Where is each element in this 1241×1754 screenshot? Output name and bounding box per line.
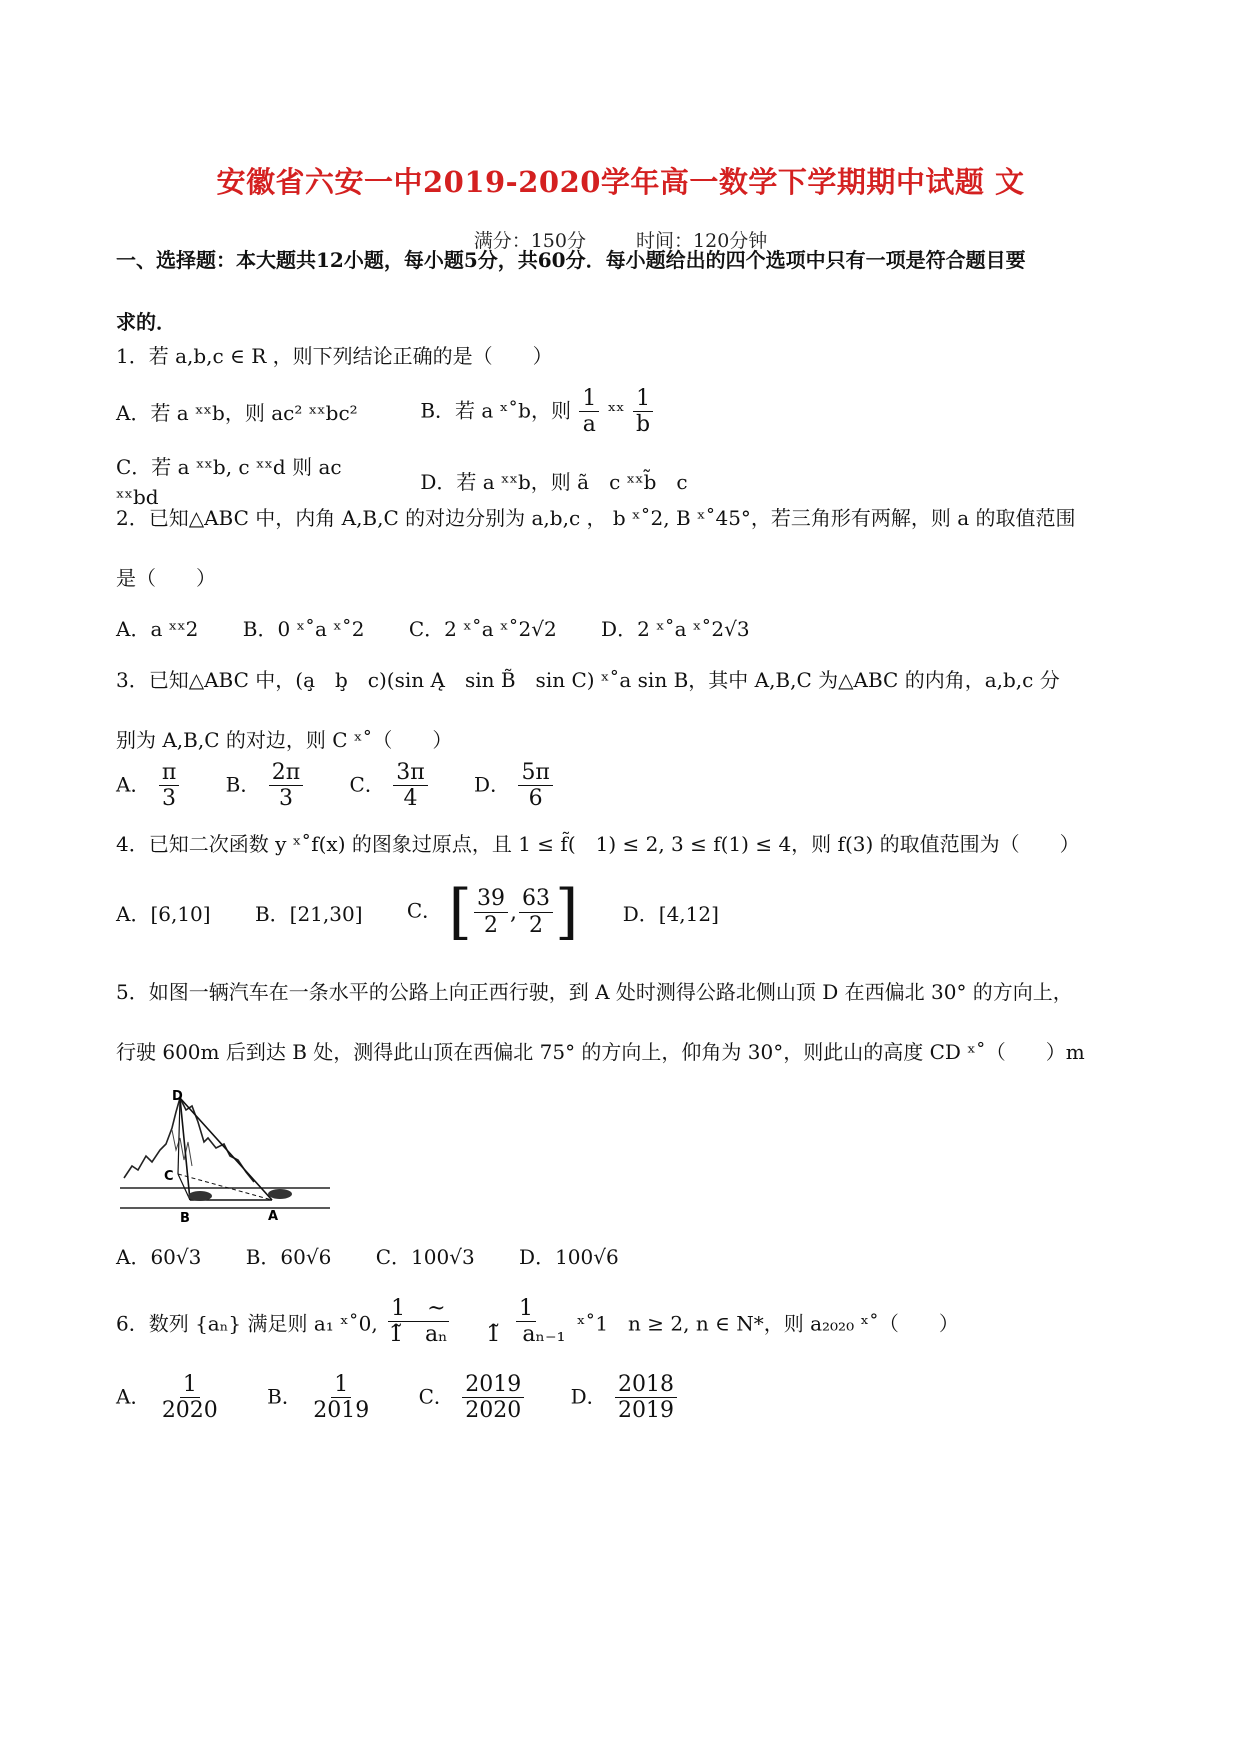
fraction-numerator: 5π <box>518 760 552 786</box>
fraction <box>474 886 508 938</box>
option-label: C． <box>349 772 385 797</box>
fraction <box>159 1372 221 1424</box>
fraction-numerator: 63 <box>519 886 553 912</box>
right-bracket: ] <box>554 877 579 947</box>
question-2-option-a: A．a ˣˣ2 <box>116 616 199 641</box>
fraction-denominator: b <box>636 412 651 438</box>
option-label: A． <box>116 1384 151 1409</box>
option-label: C． <box>418 1384 454 1409</box>
question-1-option-a: A．若 a ˣˣb，则 ac² ˣˣbc² <box>116 401 358 426</box>
fraction-numerator: 1 <box>516 1296 536 1322</box>
time-info: 时间：120分钟 <box>636 230 768 252</box>
question-3-option-d <box>474 760 555 812</box>
question-4-stem: 4．已知二次函数 y ˣ˚f(x) 的图象过原点，且 1 ≤ f̃( 1) ≤ 2, 3 ≤ f(1) ≤ 4，则 f(3) 的取值范围为（ ） <box>116 832 1080 856</box>
fraction-denominator: 3 <box>278 786 293 812</box>
mountain-figure <box>120 1090 330 1230</box>
fraction-denominator: 2020 <box>465 1398 522 1424</box>
question-3-stem-line1: 3．已知△ABC 中，(a̧ b̧ c)(sin Ą sin B̃ sin C) ˣ˚a sin B，其中 A,B,C 为△ABC 的内角，a,b,c 分 <box>116 668 1060 692</box>
fraction <box>483 1296 568 1348</box>
question-6-stem-post: ˣ˚1 n ≥ 2, n ∈ N*，则 a₂₀₂₀ ˣ˚（ ） <box>576 1311 959 1336</box>
question-3-option-a <box>116 760 181 812</box>
fraction-numerator: 1 <box>579 386 599 412</box>
fraction-numerator: 2018 <box>615 1372 677 1398</box>
fraction-denominator: a <box>582 412 596 438</box>
option-label: A． <box>116 772 151 797</box>
question-6-option-c <box>419 1372 527 1424</box>
question-4-option-a: A．[6,10] <box>116 901 211 926</box>
fraction <box>579 386 599 438</box>
question-4-option-b: B．[21,30] <box>254 901 363 926</box>
question-1-option-b-text: B．若 a ˣ˚b，则 <box>420 398 571 423</box>
figure-label-b: B <box>180 1211 190 1226</box>
question-3-stem-line2: 别为 A,B,C 的对边，则 C ˣ˚（ ） <box>116 728 453 752</box>
fraction-numerator: 1 <box>633 386 653 412</box>
question-1-stem: 1．若 a,b,c ∈ R ，则下列结论正确的是（ ） <box>116 344 553 368</box>
fraction-numerator: 3π <box>393 760 427 786</box>
fraction-denominator: 2019 <box>313 1398 370 1424</box>
question-4-options <box>116 877 1126 947</box>
page-title: 安徽省六安一中2019-2020学年高一数学下学期期中试题 文 <box>216 165 1025 199</box>
question-6-option-d <box>571 1372 679 1424</box>
score-info: 满分：150分 <box>473 230 586 252</box>
fraction-numerator: 2π <box>269 760 303 786</box>
relation-symbol: ˣˣ <box>607 398 625 423</box>
question-6-option-a <box>116 1372 223 1424</box>
question-5-stem-line2: 行驶 600m 后到达 B 处，测得此山顶在西偏北 75° 的方向上，仰角为 30°，则此山的高度 CD ˣ˚（ ）m <box>116 1040 1085 1064</box>
question-3-option-b <box>226 760 306 812</box>
fraction <box>615 1372 677 1424</box>
fraction <box>310 1372 372 1424</box>
question-1-option-c: C．若 a ˣˣb, c ˣˣd 则 ac ˣˣbd <box>116 455 342 509</box>
question-5-option-a: A．60√3 <box>116 1244 202 1269</box>
question-3-stem <box>116 650 1126 770</box>
question-5-option-c: C．100√3 <box>375 1244 475 1269</box>
question-5-stem-line1: 5．如图一辆汽车在一条水平的公路上向正西行驶，到 A 处时测得公路北侧山顶 D 在西偏北 30° 的方向上， <box>116 980 1073 1004</box>
question-6-options <box>116 1372 1126 1424</box>
fraction-numerator: 1 <box>331 1372 351 1398</box>
option-label: D． <box>570 1384 607 1409</box>
question-5-options <box>116 1240 1126 1272</box>
option-label: B． <box>267 1384 302 1409</box>
question-2-stem <box>116 488 1126 608</box>
section-heading-line1: 一、选择题：本大题共12小题，每小题5分，共60分．每小题给出的四个选项中只有一项是符合题目要 <box>116 248 1026 272</box>
fraction-denominator: 2 <box>483 912 498 938</box>
fraction-numerator: 2019 <box>462 1372 524 1398</box>
question-1-options-row1 <box>116 386 1126 438</box>
fraction-denominator: 6 <box>528 786 543 812</box>
left-bracket: [ <box>448 877 472 947</box>
fraction-denominator: 1̃ aₙ <box>389 1322 448 1348</box>
figure-label-d: D <box>172 1090 183 1104</box>
section-heading-line2: 求的． <box>116 310 176 334</box>
fraction-numerator: 1 ~ <box>388 1296 448 1322</box>
question-4-option-d: D．[4,12] <box>622 901 719 926</box>
question-1-option-d: D．若 a ˣˣb，则 ã c ˣˣb̃ c <box>420 470 688 494</box>
figure-label-c: C <box>164 1169 174 1184</box>
figure-label-a: A <box>268 1209 279 1224</box>
fraction-numerator: π <box>159 760 179 786</box>
fraction <box>159 760 179 812</box>
fraction-numerator: 39 <box>474 886 508 912</box>
fraction-denominator: 2 <box>528 912 543 938</box>
question-5-option-b: B．60√6 <box>245 1244 332 1269</box>
question-5-stem <box>116 962 1126 1082</box>
question-6-option-b <box>267 1372 374 1424</box>
question-2-option-c: C．2 ˣ˚a ˣ˚2√2 <box>408 616 557 641</box>
question-3-option-c <box>350 760 430 812</box>
question-2-stem-line1: 2．已知△ABC 中，内角 A,B,C 的对边分别为 a,b,c ， b ˣ˚2, B ˣ˚45°，若三角形有两解，则 a 的取值范围 <box>116 506 1076 530</box>
fraction-denominator: 4 <box>403 786 418 812</box>
question-2-option-b: B．0 ˣ˚a ˣ˚2 <box>242 616 365 641</box>
option-label: C． <box>406 898 443 923</box>
fraction-denominator: 2019 <box>618 1398 675 1424</box>
fraction <box>393 760 427 812</box>
question-6-stem <box>116 1296 1126 1348</box>
question-1-option-b <box>420 386 655 438</box>
fraction <box>462 1372 524 1424</box>
fraction-denominator: 3 <box>162 786 177 812</box>
fraction <box>518 760 552 812</box>
question-6-stem-pre: 6．数列 {aₙ} 满足则 a₁ ˣ˚0, <box>116 1311 378 1336</box>
question-2-option-d: D．2 ˣ˚a ˣ˚2√3 <box>601 616 750 641</box>
fraction <box>519 886 553 938</box>
question-3-options <box>116 760 1126 812</box>
question-2-options <box>116 612 1126 644</box>
interval-bracket <box>448 877 579 947</box>
fraction <box>386 1296 451 1348</box>
question-4-option-c <box>406 877 579 947</box>
fraction-numerator: 1 <box>180 1372 200 1398</box>
fraction-denominator: 1̃ aₙ₋₁ <box>486 1322 566 1348</box>
question-5-option-d: D．100√6 <box>519 1244 619 1269</box>
fraction-denominator: 2020 <box>161 1398 218 1424</box>
fraction <box>269 760 303 812</box>
option-label: B． <box>225 772 261 797</box>
option-label: D． <box>474 772 511 797</box>
fraction <box>633 386 653 438</box>
comma: , <box>509 899 517 925</box>
question-2-stem-line2: 是（ ） <box>116 566 216 590</box>
